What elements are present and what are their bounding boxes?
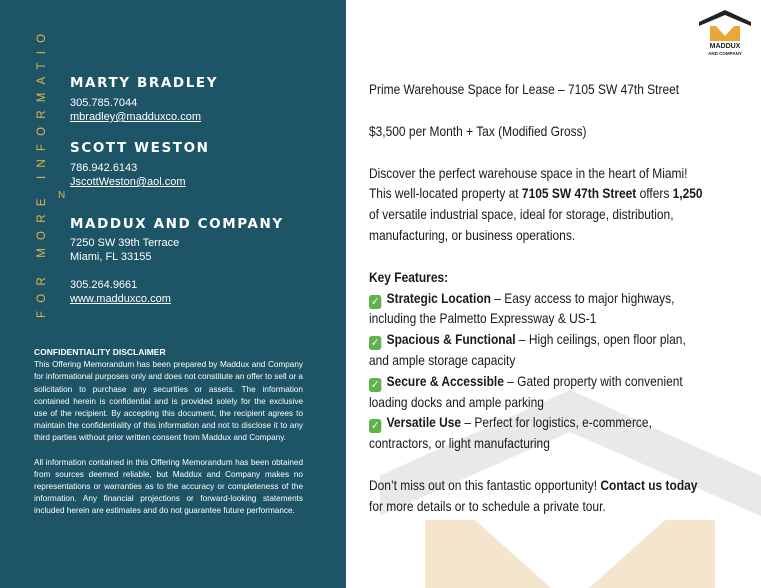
contact-phone[interactable]: 305.785.7044 bbox=[70, 97, 138, 109]
contact-name: SCOTT WESTON bbox=[70, 140, 210, 156]
property-address: 7105 SW 47th Street bbox=[521, 186, 637, 202]
checkmark-icon: ✓ bbox=[369, 295, 381, 309]
feature-item: ✓ Spacious & Functional – High ceilings, open floor plan, and ample storage capacity bbox=[369, 332, 686, 368]
confidentiality-disclaimer bbox=[34, 346, 303, 518]
company-name: MADDUX AND COMPANY bbox=[70, 216, 284, 232]
company-logo bbox=[697, 8, 753, 58]
company-contact bbox=[70, 216, 284, 306]
company-address-line2: Miami, FL 33155 bbox=[70, 251, 152, 263]
feature-item: ✓ Strategic Location – Easy access to major highways, including the Palmetto Expressway & US-1 bbox=[369, 290, 675, 327]
company-phone[interactable]: 305.264.9661 bbox=[70, 279, 138, 291]
closing-paragraph: Don’t miss out on this fantastic opportunity! Contact us today for more details or to schedule a private tour. bbox=[369, 477, 698, 514]
listing-intro: Discover the perfect warehouse space in the heart of Miami! This well-located property at 7105 SW 47th Street offers 1,250 of versatile industrial space, ideal for storage, distribution, manufacturing, or business operations. bbox=[369, 165, 703, 243]
logo-wordmark: MADDUX bbox=[709, 43, 741, 50]
contact-phone[interactable]: 786.942.6143 bbox=[70, 162, 138, 174]
contact-name: MARTY BRADLEY bbox=[70, 75, 219, 91]
contact-marty bbox=[70, 75, 218, 124]
vertical-heading-text: FOR MORE INFORMATIO bbox=[36, 25, 48, 318]
listing-price: $3,500 per Month + Tax (Modified Gross) bbox=[369, 123, 587, 139]
company-address-line1: 7250 SW 39th Terrace bbox=[70, 237, 180, 249]
vertical-heading bbox=[36, 25, 50, 318]
disclaimer-title: CONFIDENTIALITY DISCLAIMER bbox=[34, 347, 166, 357]
feature-item: ✓ Versatile Use – Perfect for logistics, e-commerce, contractors, or light manufacturing bbox=[369, 415, 652, 452]
checkmark-icon: ✓ bbox=[369, 419, 381, 433]
checkmark-icon: ✓ bbox=[369, 336, 381, 350]
listing-title: Prime Warehouse Space for Lease – 7105 SW 47th Street bbox=[369, 82, 680, 97]
listing-content bbox=[369, 80, 703, 518]
sidebar-panel bbox=[0, 0, 346, 588]
contact-email-link[interactable]: mbradley@madduxco.com bbox=[70, 111, 201, 123]
contact-scott bbox=[70, 140, 210, 189]
checkmark-icon: ✓ bbox=[369, 378, 381, 392]
square-footage: 1,250 bbox=[672, 186, 703, 202]
vertical-heading-overflow: N bbox=[58, 190, 66, 201]
company-website-link[interactable]: www.madduxco.com bbox=[70, 293, 171, 305]
logo-subtitle: AND COMPANY bbox=[708, 51, 742, 56]
disclaimer-paragraph-2: All information contained in this Offering Memorandum has been obtained from sources deemed reliable, but Maddux and Company makes no representations or warranties as to the accuracy or completeness of the information. Any financial projections or forward-looking statements included herein are estimates and do not guarantee future performance. bbox=[34, 457, 303, 516]
contact-us-link[interactable]: Contact us today bbox=[600, 477, 698, 493]
features-heading: Key Features: bbox=[369, 269, 449, 285]
disclaimer-paragraph-1: This Offering Memorandum has been prepared by Maddux and Company for informational purposes only and does not constitute an offer to sell or a solicitation to purchase any securities or assets. The information contained herein is confidential and is provided solely for the exclusive use of the recipient. By accepting this document, the recipient agrees to maintain the confidentiality of this information and not to disclose it to any third parties without prior written consent from Maddux and Company. bbox=[34, 360, 303, 443]
feature-item: ✓ Secure & Accessible – Gated property with convenient loading docks and ample parking bbox=[369, 373, 683, 410]
contact-email-link[interactable]: JscottWeston@aol.com bbox=[70, 176, 186, 188]
